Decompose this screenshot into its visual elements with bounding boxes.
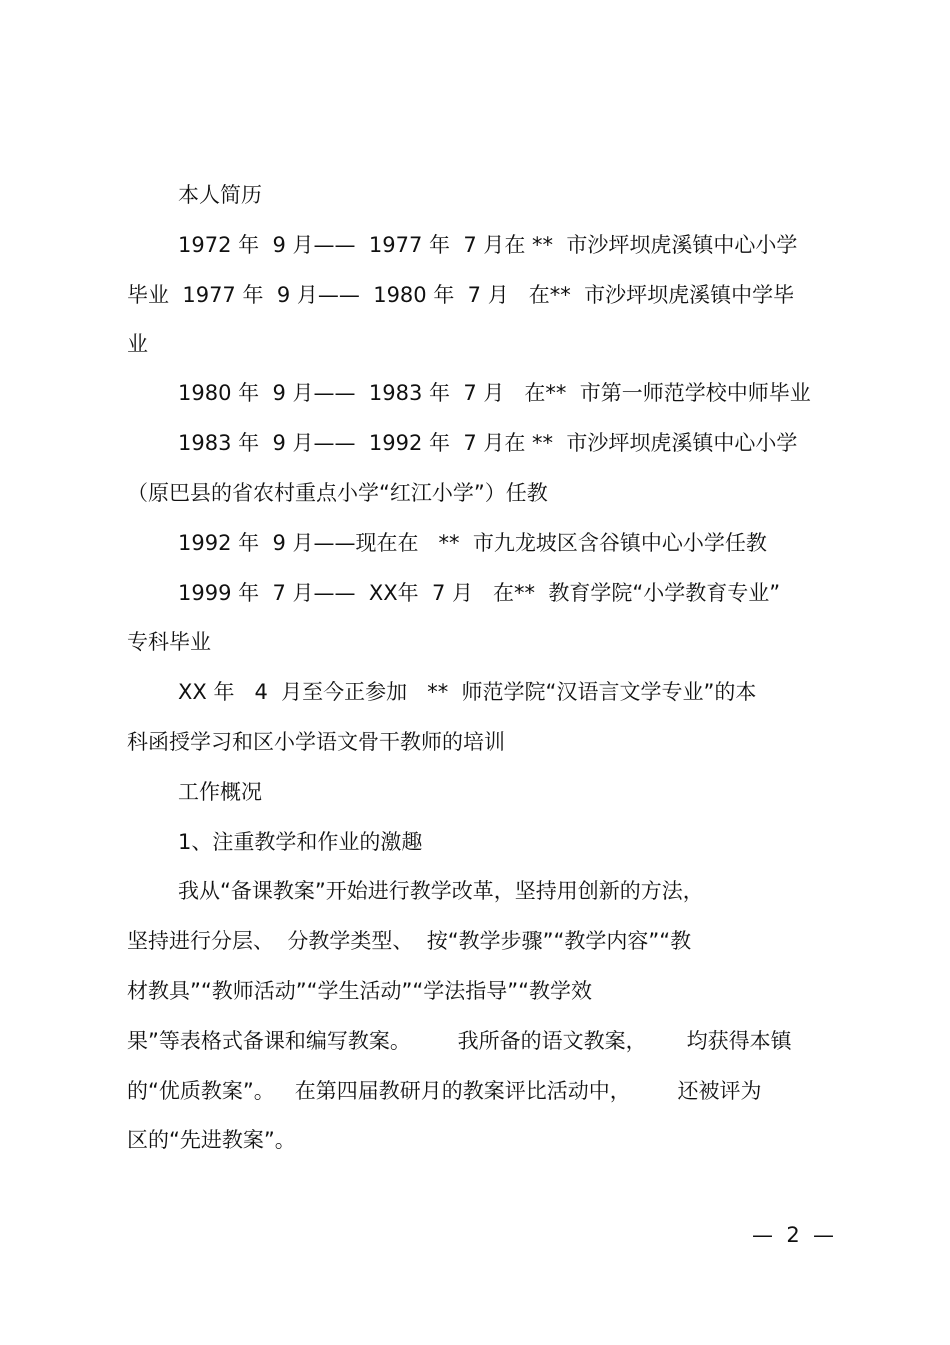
paragraph-line: 1983 年 9 月—— 1992 年 7 月在 ** 市沙坪坝虎溪镇中心小学 xyxy=(178,431,798,455)
paragraph-line: 科函授学习和区小学语文骨干教师的培训 xyxy=(127,730,505,754)
paragraph-line: 的“优质教案”。 在第四届教研月的教案评比活动中， 还被评为 xyxy=(127,1079,762,1103)
paragraph-line: 材教具”“教师活动”“学生活动”“学法指导”“教学效 xyxy=(127,979,593,1003)
paragraph-line: 1980 年 9 月—— 1983 年 7 月 在** 市第一师范学校中师毕业 xyxy=(178,381,811,405)
paragraph-line: 1992 年 9 月——现在在 ** 市九龙坡区含谷镇中心小学任教 xyxy=(178,531,767,555)
paragraph-line: 1972 年 9 月—— 1977 年 7 月在 ** 市沙坪坝虎溪镇中心小学 xyxy=(178,233,798,257)
paragraph-line: 业 xyxy=(127,332,148,356)
paragraph-line: 1999 年 7 月—— XX年 7 月 在** 教育学院“小学教育专业” xyxy=(178,581,781,605)
paragraph-line: 毕业 1977 年 9 月—— 1980 年 7 月 在** 市沙坪坝虎溪镇中学毕 xyxy=(127,283,795,307)
paragraph-line: XX 年 4 月至今正参加 ** 师范学院“汉语言文学专业”的本 xyxy=(178,680,757,704)
paragraph-line: 我从“备课教案”开始进行教学改革，坚持用创新的方法， xyxy=(178,879,704,903)
page-number: — 2 — xyxy=(752,1223,835,1247)
paragraph-line: 坚持进行分层、 分教学类型、 按“教学步骤”“教学内容”“教 xyxy=(127,929,692,953)
subsection-heading: 1、注重教学和作业的激趣 xyxy=(178,830,423,854)
paragraph-line: 专科毕业 xyxy=(127,630,211,654)
paragraph-line: 区的“先进教案”。 xyxy=(127,1128,296,1152)
section-heading-work-overview: 工作概况 xyxy=(178,780,262,804)
paragraph-line: 果”等表格式备课和编写教案。 我所备的语文教案， 均获得本镇 xyxy=(127,1029,792,1053)
paragraph-line: （原巴县的省农村重点小学“红江小学”）任教 xyxy=(127,481,548,505)
section-heading-resume: 本人简历 xyxy=(178,183,262,207)
